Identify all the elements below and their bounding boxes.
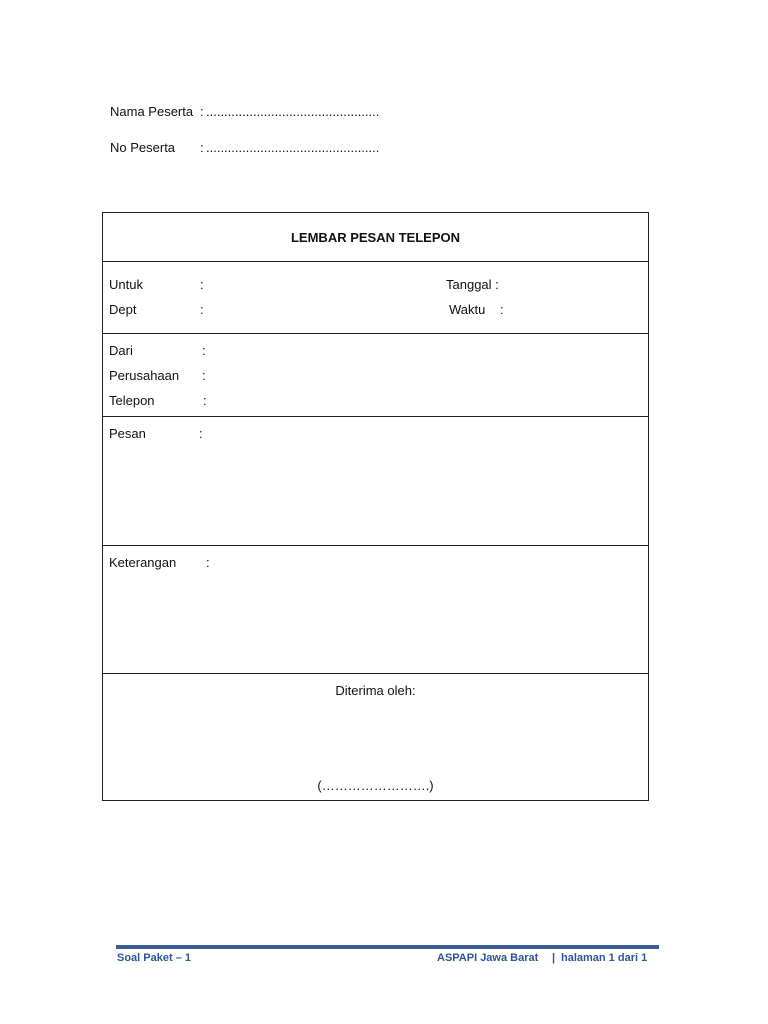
footer-organization: ASPAPI Jawa Barat: [437, 952, 539, 964]
keterangan-colon: :: [206, 555, 210, 570]
divider: [103, 261, 648, 262]
form-title: LEMBAR PESAN TELEPON: [290, 230, 460, 245]
telepon-label: Telepon: [109, 393, 155, 408]
no-peserta-colon: :: [200, 140, 204, 155]
dari-label: Dari: [109, 343, 133, 358]
pesan-colon: :: [199, 426, 203, 441]
dept-colon: :: [200, 302, 204, 317]
untuk-label: Untuk: [109, 277, 143, 292]
footer-page-number: halaman 1 dari 1: [561, 952, 648, 964]
divider: [103, 545, 648, 546]
nama-peserta-field[interactable]: ................................................: [206, 104, 380, 119]
divider: [103, 416, 648, 417]
no-peserta-field[interactable]: ................................................: [206, 140, 380, 155]
waktu-colon: :: [500, 302, 504, 317]
footer-separator: |: [552, 952, 556, 964]
pesan-label: Pesan: [109, 426, 146, 441]
phone-message-form: [102, 212, 649, 801]
nama-peserta-label: Nama Peserta: [110, 104, 194, 119]
footer-rule: [116, 945, 659, 949]
divider: [103, 333, 648, 334]
perusahaan-label: Perusahaan: [109, 368, 180, 383]
waktu-label: Waktu: [449, 302, 486, 317]
signature-line[interactable]: (…………………….): [317, 778, 434, 793]
untuk-colon: :: [200, 277, 204, 292]
perusahaan-colon: :: [202, 368, 206, 383]
diterima-oleh-label: Diterima oleh:: [335, 683, 416, 698]
dept-label: Dept: [109, 302, 137, 317]
keterangan-label: Keterangan: [109, 555, 177, 570]
footer-left-label: Soal Paket – 1: [117, 952, 191, 964]
no-peserta-label: No Peserta: [110, 140, 176, 155]
divider: [103, 673, 648, 674]
nama-peserta-colon: :: [200, 104, 204, 119]
tanggal-label: Tanggal :: [446, 277, 499, 292]
telepon-colon: :: [203, 393, 207, 408]
dari-colon: :: [202, 343, 206, 358]
